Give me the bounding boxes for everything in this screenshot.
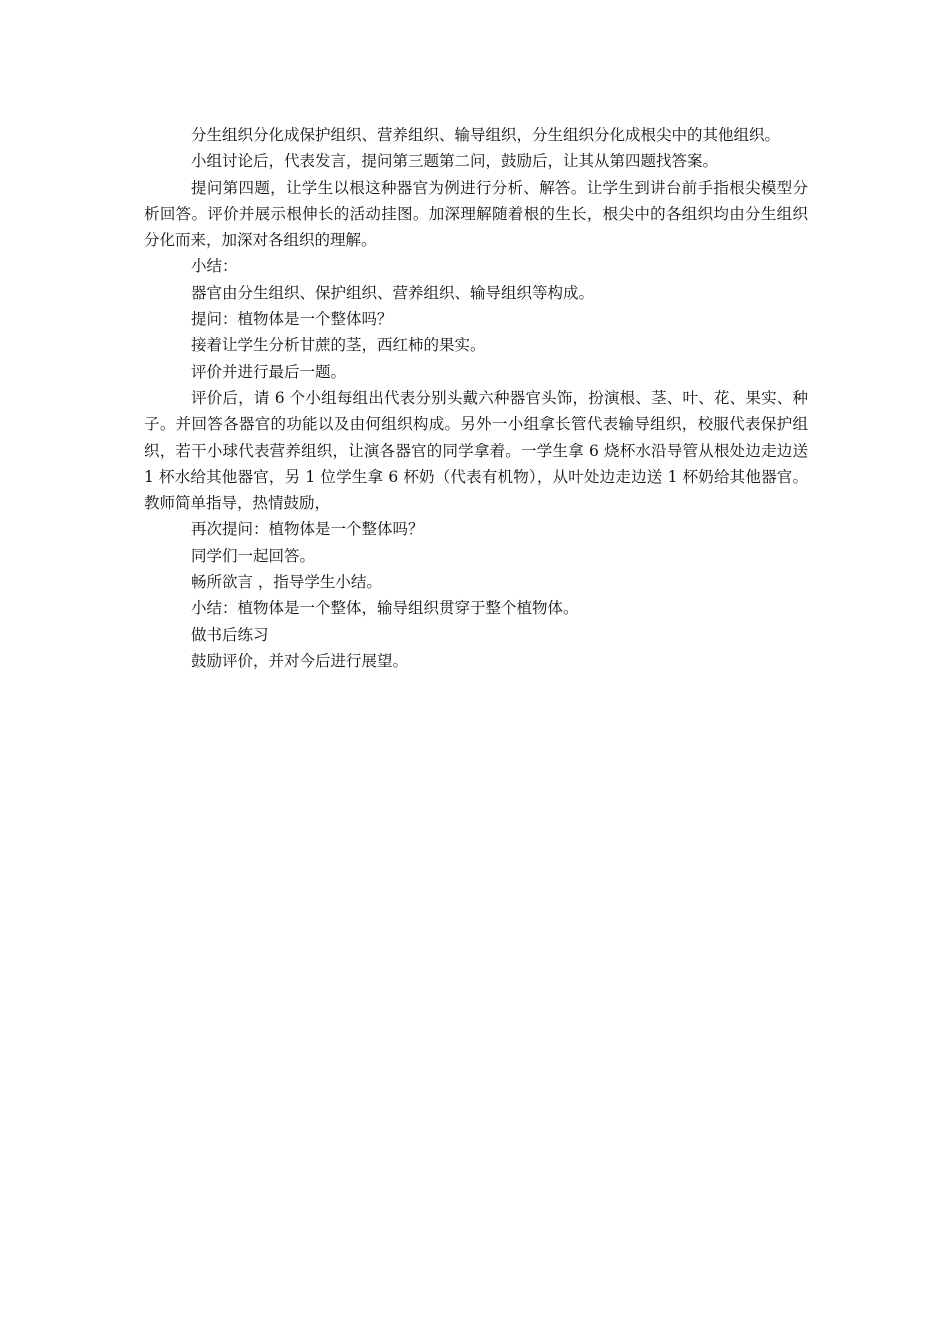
paragraph: 评价后，请 6 个小组每组出代表分别头戴六种器官头饰，扮演根、茎、叶、花、果实、种子。并回答各器官的功能以及由何组织构成。另外一小组拿长管代表输导组织，校服代表保护组织，若干小球代表营养组织，让演各器官的同学拿着。一学生拿 6 烧杯水沿导管从根处边走边送 1 杯水给其他器官，另 1 位学生拿 6 杯奶（代表有机物），从叶处边走边送 1 杯奶给其他器官。教师简单指导，热情鼓励， [144, 388, 808, 513]
paragraph: 畅所欲言 ，指导学生小结。 [191, 573, 382, 592]
paragraph: 做书后练习 [191, 625, 269, 644]
paragraph: 提问第四题，让学生以根这种器官为例进行分析、解答。让学生到讲台前手指根尖模型分析回答。评价并展示根伸长的活动挂图。加深理解随着根的生长，根尖中的各组织均由分生组织分化而来，加深对各组织的理解。 [144, 178, 808, 250]
paragraph: 小结： [191, 257, 238, 276]
paragraph: 鼓励评价，并对今后进行展望。 [191, 651, 409, 670]
paragraph: 同学们一起回答。 [191, 546, 316, 565]
paragraph: 提问：植物体是一个整体吗？ [191, 310, 393, 329]
paragraph: 小结：植物体是一个整体，输导组织贯穿于整个植物体。 [191, 599, 579, 618]
paragraph: 评价并进行最后一题。 [191, 362, 347, 381]
paragraph: 接着让学生分析甘蔗的茎，西红柿的果实。 [191, 336, 486, 355]
paragraph: 小组讨论后，代表发言，提问第三题第二问，鼓励后，让其从第四题找答案。 [191, 152, 719, 171]
paragraph: 器官由分生组织、保护组织、营养组织、输导组织等构成。 [191, 283, 595, 302]
paragraph: 再次提问：植物体是一个整体吗？ [191, 520, 424, 539]
paragraph: 分生组织分化成保护组织、营养组织、输导组织，分生组织分化成根尖中的其他组织。 [191, 126, 781, 144]
document-body [144, 122, 808, 674]
